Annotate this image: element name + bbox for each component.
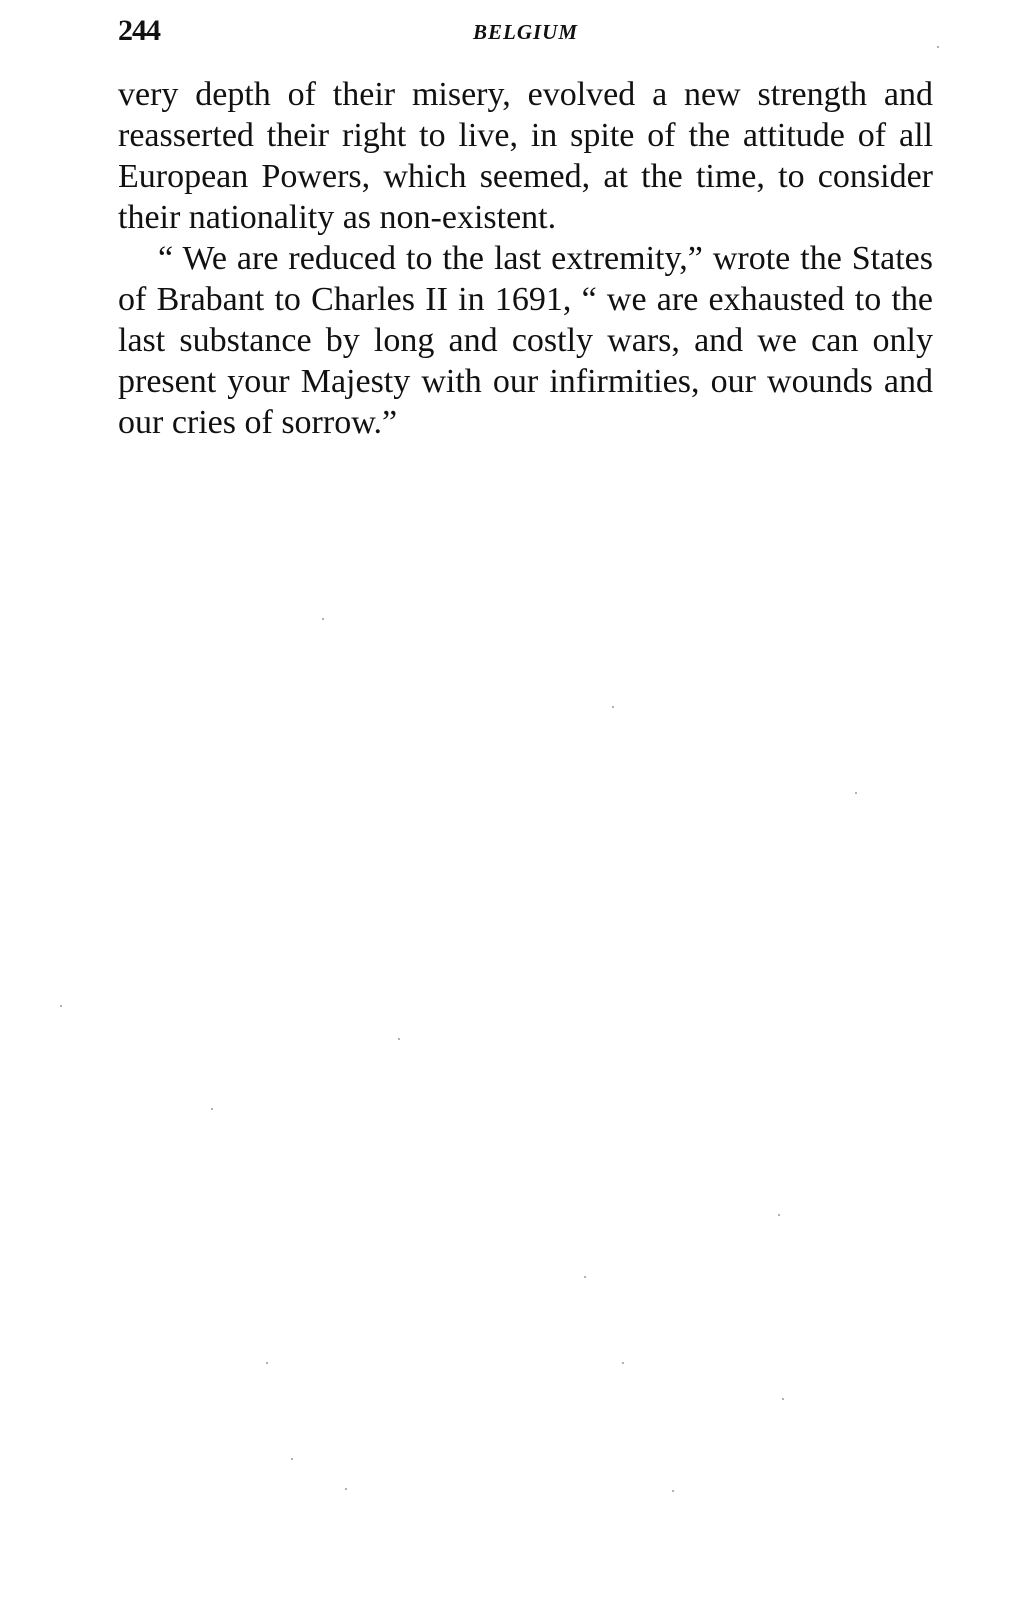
running-head	[118, 14, 933, 54]
paragraph-quote: “ We are reduced to the last extremity,” wrote the States of Brabant to Charles II in 1691, “ we are exhausted to the last substance by long and costly wars, and we can only present your Majesty with our infirmities, our wounds and our cries of sorrow.”	[118, 240, 933, 441]
paragraph-continued: very depth of their misery, evolved a new strength and reasserted their right to live, in spite of the attitude of all European Powers, which seemed, at the time, to consider their nationality as non-existent.	[118, 76, 933, 236]
running-title: BELGIUM	[472, 20, 579, 44]
page-number: 244	[118, 14, 160, 47]
body-text	[118, 74, 933, 443]
